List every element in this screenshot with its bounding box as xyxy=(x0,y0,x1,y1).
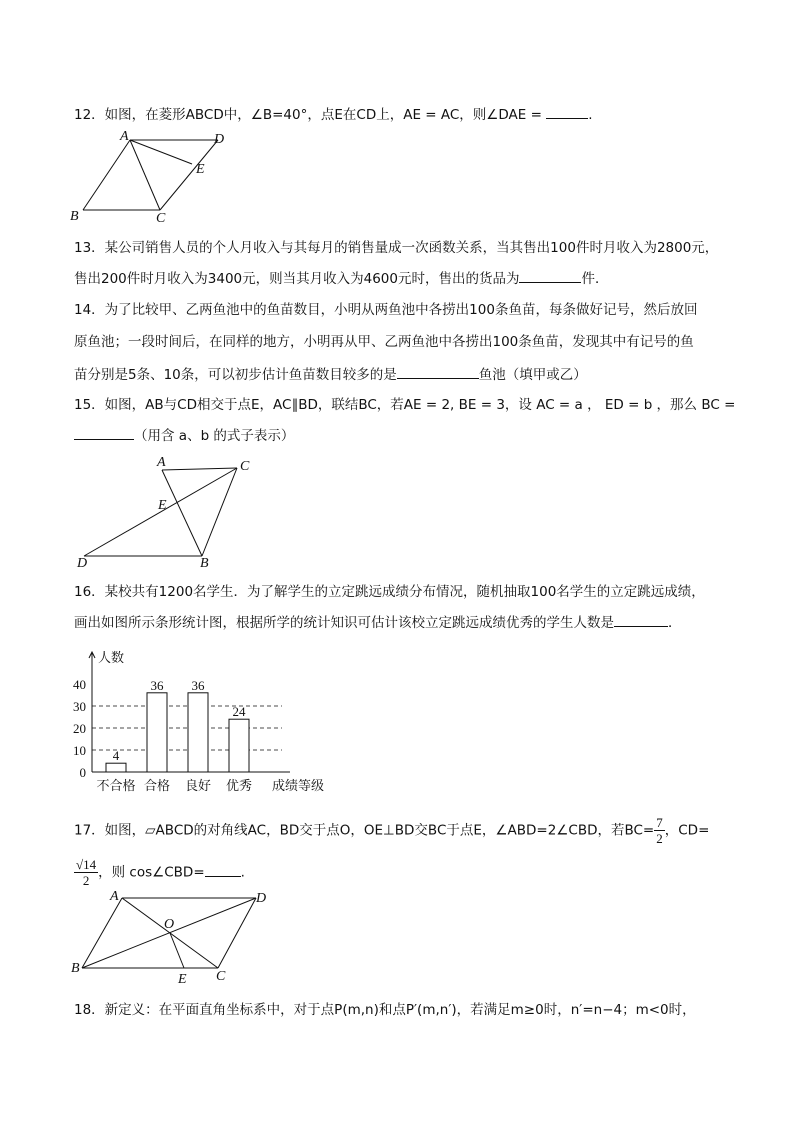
chart-bar xyxy=(229,719,249,772)
chart-y-tick-label: 20 xyxy=(73,721,86,736)
q13-line2: 售出200件时月收入为3400元，则当其月收入为4600元时，售出的货品为 件． xyxy=(74,268,608,289)
chart-data-label: 36 xyxy=(191,677,205,693)
chart-y-tick-label: 0 xyxy=(79,765,86,780)
q12-answer-blank[interactable] xyxy=(546,104,588,119)
chart-category-label: 优秀 xyxy=(225,778,253,793)
q17-label-b: B xyxy=(71,961,80,976)
q17-label-e: E xyxy=(178,972,187,987)
q15-label-e: E xyxy=(158,498,167,513)
q13-line1: 13．某公司销售人员的个人月收入与其每月的销售量成一次函数关系，当其售出100件时月收入为2800元， xyxy=(74,240,719,256)
q17-label-o: O xyxy=(164,917,175,932)
q15-label-c: C xyxy=(240,459,250,474)
q14-answer-blank[interactable] xyxy=(397,364,479,379)
chart-y-tick-label: 40 xyxy=(73,677,86,692)
q12-text: 12．如图，在菱形ABCD中，∠B=40°，点E在CD上，AE = AC，则∠DAE = . xyxy=(74,104,593,125)
q12-label-e: E xyxy=(196,162,205,177)
chart-category-label: 合格 xyxy=(143,778,171,793)
chart-data-label: 24 xyxy=(232,704,246,720)
chart-bar xyxy=(188,693,208,772)
q15-line1: 15．如图，AB与CD相交于点E，AC∥BD，联结BC，若AE = 2, BE = 3，设 AC = a ， ED = b ，那么 BC = xyxy=(74,397,736,413)
q17-line1: 17．如图，▱ABCD的对角线AC，BD交于点O，OE⊥BD交BC于点E，∠ABD=2∠CBD，若BC= $\frac{7}{2}$ ，CD= xyxy=(74,815,710,846)
q14-line3: 苗分别是5条、10条，可以初步估计鱼苗数目较多的是 鱼池（填甲或乙） xyxy=(74,364,587,385)
chart-data-label: 36 xyxy=(150,677,164,693)
q15-line2: （用含 a、b 的式子表示） xyxy=(74,425,294,446)
q17-parallelogram-figure xyxy=(70,888,275,988)
q17-answer-blank[interactable] xyxy=(205,862,241,877)
q15-label-a: A xyxy=(157,455,166,470)
q12-label-b: B xyxy=(70,209,79,224)
chart-bar xyxy=(147,693,167,772)
chart-category-label: 不合格 xyxy=(96,778,136,793)
q16-answer-blank[interactable] xyxy=(614,612,668,627)
q17-label-d: D xyxy=(256,891,267,906)
q17-label-c: C xyxy=(216,969,226,984)
q15-label-b: B xyxy=(200,556,209,571)
q14-line1: 14．为了比较甲、乙两鱼池中的鱼苗数目，小明从两鱼池中各捞出100条鱼苗，每条做好记号，然后放回 xyxy=(74,302,698,318)
q12-label-a: A xyxy=(120,129,129,144)
q14-line2: 原鱼池；一段时间后，在同样的地方，小明再从甲、乙两鱼池中各捞出100条鱼苗，发现其中有记号的鱼 xyxy=(74,334,694,350)
chart-data-label: 4 xyxy=(112,748,120,764)
chart-bar xyxy=(106,763,126,772)
q12-rhombus-figure xyxy=(68,128,238,228)
chart-category-label: 良好 xyxy=(184,778,212,793)
q16-line1: 16．某校共有1200名学生．为了解学生的立定跳远成绩分布情况，随机抽取100名学生的立定跳远成绩， xyxy=(74,584,705,600)
chart-y-tick-label: 30 xyxy=(73,699,86,714)
q18-line1: 18．新定义：在平面直角坐标系中，对于点P(m,n)和点P′(m,n′)，若满足m≥0时，n′=n−4；m<0时， xyxy=(74,1002,696,1018)
q13-answer-blank[interactable] xyxy=(519,268,581,283)
chart-x-axis-label: 成绩等级 xyxy=(272,778,325,793)
q15-answer-blank[interactable] xyxy=(74,425,134,440)
bar-chart xyxy=(62,642,332,798)
q16-line2: 画出如图所示条形统计图，根据所学的统计知识可估计该校立定跳远成绩优秀的学生人数是 ． xyxy=(74,612,682,633)
q12-label-c: C xyxy=(156,211,166,226)
q15-figure xyxy=(74,452,264,570)
q17-label-a: A xyxy=(110,889,119,904)
chart-y-tick-label: 10 xyxy=(73,743,86,758)
q17-line2: $\frac{√14}{2}$ ，则 cos∠CBD= . xyxy=(76,857,245,888)
q15-label-d: D xyxy=(77,556,88,571)
chart-y-axis-label: 人数 xyxy=(98,650,125,665)
q12-label-d: D xyxy=(214,132,225,147)
q17-cd-fraction: $\frac{√14}{2}$ xyxy=(76,857,97,888)
q17-bc-fraction: $\frac{7}{2}$ xyxy=(656,815,663,846)
